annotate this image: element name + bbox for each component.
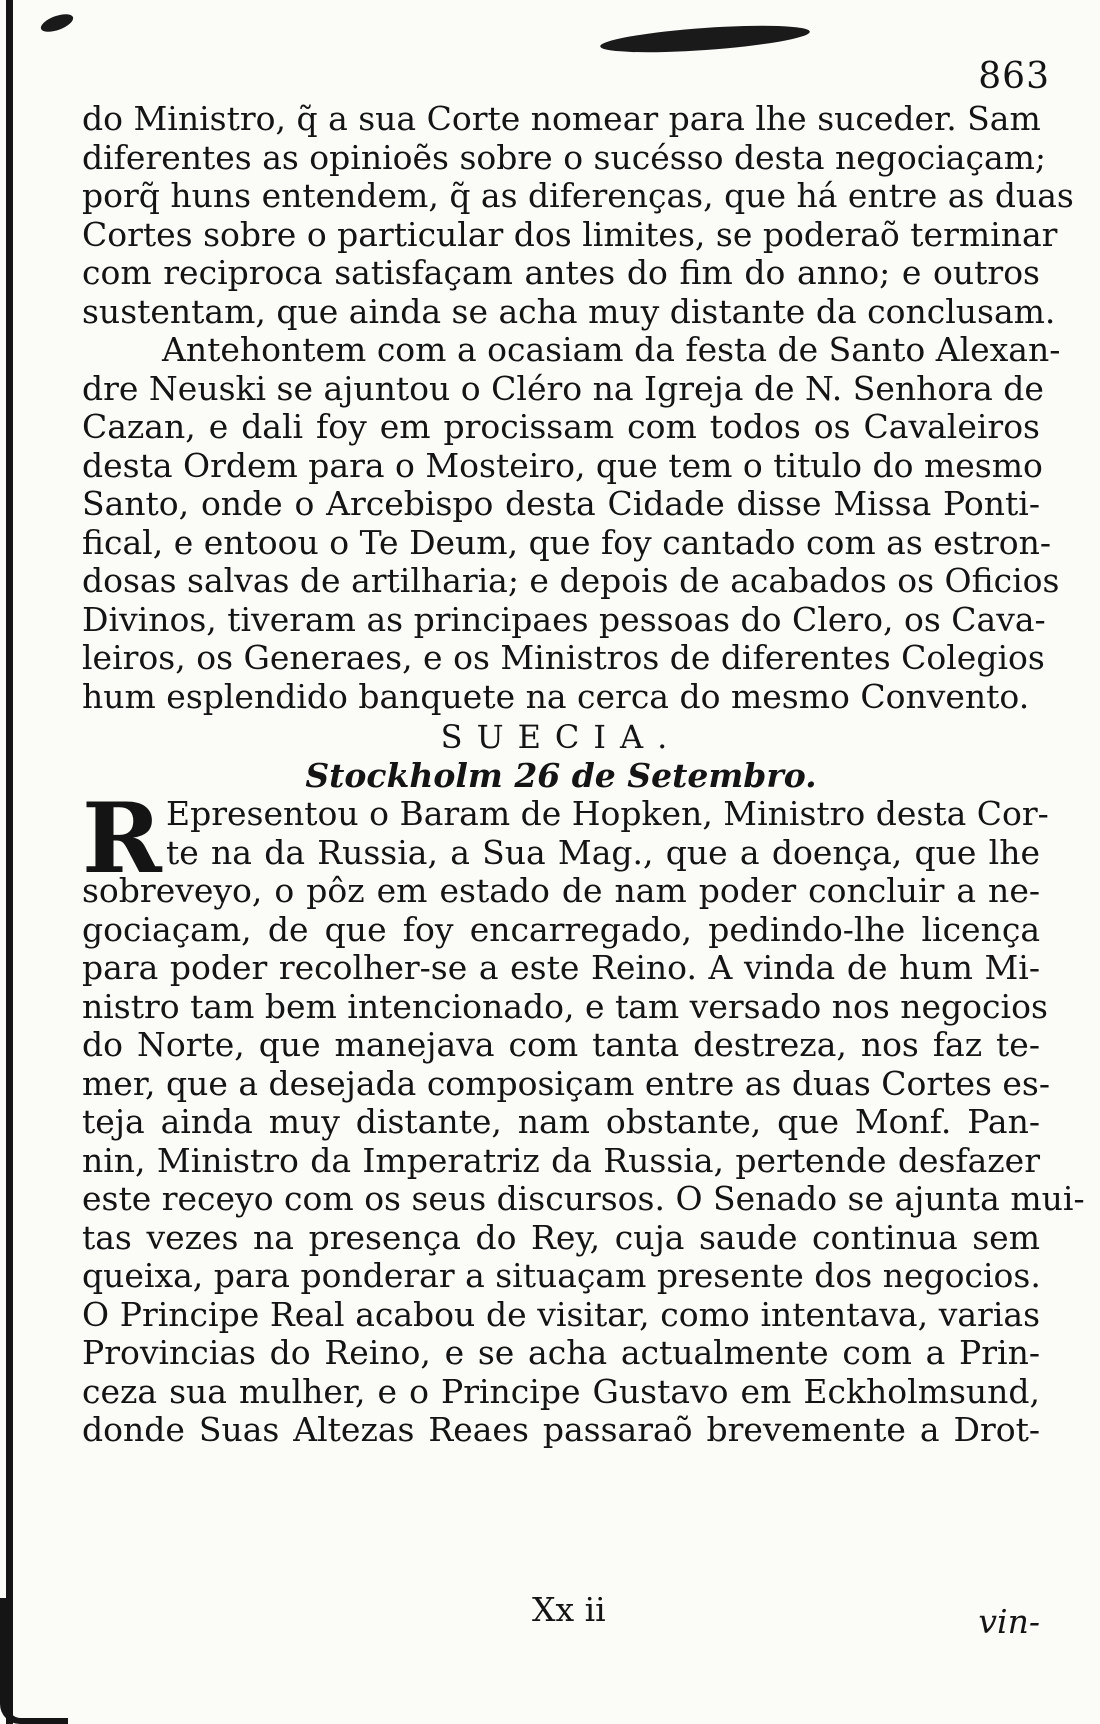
text-line: desta Ordem para o Mosteiro, que tem o titulo do mesmo — [82, 445, 1043, 485]
text-line: Cortes sobre o particular dos limites, se poderaõ terminar — [82, 214, 1058, 254]
text-line: porq̃ huns entendem, q̃ as diferenças, que há entre as duas — [82, 176, 1074, 215]
text-line: O Principe Real acabou de visitar, como intentava, varias — [82, 1294, 1040, 1334]
text-line: dosas salvas de artilharia; e depois de acabados os Oficios — [82, 561, 1060, 600]
text-line: Epresentou o Baram de Hopken, Ministro desta Cor- — [166, 794, 1049, 833]
text-line: tas vezes na presença do Rey, cuja saude continua sem — [82, 1217, 1040, 1257]
text-line: Antehontem com a ocasiam da festa de Santo Alexan- — [162, 330, 1061, 369]
text-line: ceza sua mulher, e o Principe Gustavo em Eckholmsund, — [82, 1371, 1040, 1411]
text-line: leiros, os Generaes, e os Ministros de diferentes Colegios — [82, 638, 1045, 677]
text-line: mer, que a desejada composiçam entre as duas Cortes es- — [82, 1063, 1051, 1103]
text-line: gociaçam, de que foy encarregado, pedindo-lhe licença — [82, 909, 1040, 949]
text-line: diferentes as opinioẽs sobre o sucésso desta negociaçam; — [82, 137, 1047, 177]
text-line: teja ainda muy distante, nam obstante, que Monf. Pan- — [82, 1102, 1040, 1141]
text-line: Cazan, e dali foy em procissam com todos os Cavaleiros — [82, 407, 1040, 446]
ink-smudge — [599, 21, 810, 58]
catchword: vin- — [978, 1602, 1040, 1641]
text-line: Divinos, tiveram as principaes pessoas do Clero, os Cava- — [82, 599, 1046, 639]
text-line: sustentam, que ainda se acha muy distante da conclusam. — [82, 291, 1056, 331]
text-line: sobreveyo, o pôz em estado de nam poder concluir a ne- — [82, 871, 1040, 910]
page-corner-mark — [0, 1598, 68, 1724]
text-line: nistro tam bem intencionado, e tam versado nos negocios — [82, 986, 1048, 1026]
text-line: Provincias do Reino, e se acha actualmente com a Prin- — [82, 1333, 1040, 1372]
paragraph-suecia — [82, 782, 1085, 1450]
page-footer — [82, 1590, 1040, 1641]
section-heading: SUECIA. — [440, 718, 682, 756]
text-line: do Norte, que manejava com tanta destreza, nos faz te- — [82, 1025, 1040, 1064]
text-line: dre Neuski se ajuntou o Cléro na Igreja de N. Senhora de — [82, 368, 1044, 408]
text-line: do Ministro, q̃ a sua Corte nomear para lhe suceder. Sam — [82, 99, 1041, 138]
drop-cap: R — [82, 782, 162, 895]
text-line: nin, Ministro da Imperatriz da Russia, pertende desfazer — [82, 1140, 1040, 1180]
text-line: Santo, onde o Arcebispo desta Cidade disse Missa Ponti- — [82, 484, 1040, 523]
text-line: queixa, para ponderar a situaçam presente dos negocios. — [82, 1256, 1041, 1295]
text-line: donde Suas Altezas Reaes passaraõ brevemente a Drot- — [82, 1410, 1040, 1449]
text-line: te na da Russia, a Sua Mag., que a doença, que lhe — [166, 832, 1040, 872]
text-line: hum esplendido banquete na cerca do mesmo Convento. — [82, 676, 1030, 716]
paragraph-continuation — [82, 99, 1074, 331]
signature-mark: Xx ii — [532, 1590, 606, 1629]
ink-smudge — [39, 11, 76, 36]
main-text — [82, 99, 1085, 1450]
text-line: para poder recolher-se a este Reino. A vinda de hum Mi- — [82, 948, 1040, 987]
text-line: com reciproca satisfaçam antes do fim do anno; e outros — [82, 253, 1040, 292]
page-binding-edge — [6, 0, 13, 1724]
page-number: 863 — [978, 56, 1050, 97]
text-line: este receyo com os seus discursos. O Senado se ajunta mui- — [82, 1179, 1085, 1218]
paragraph-antehontem — [82, 330, 1061, 716]
dateline: Stockholm 26 de Setembro. — [305, 755, 817, 795]
text-line: fical, e entoou o Te Deum, que foy cantado com as estron- — [82, 522, 1052, 562]
